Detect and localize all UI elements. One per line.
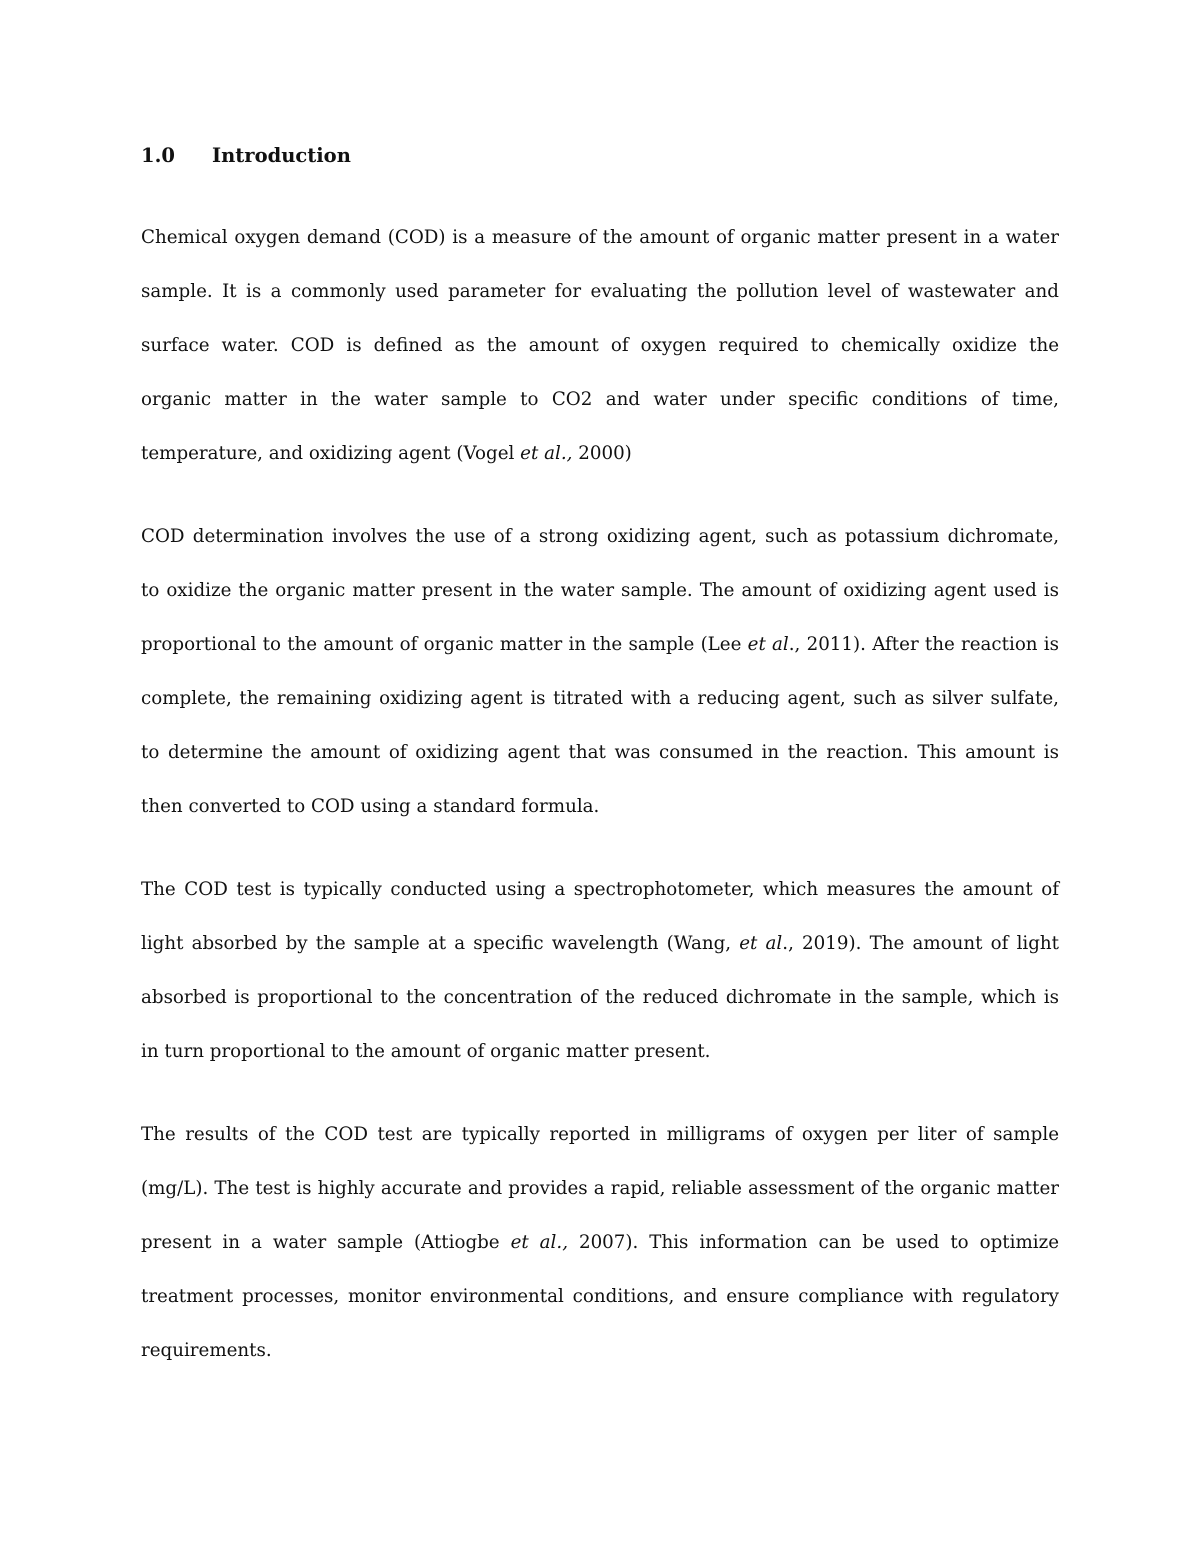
text-line: requirements.: [141, 1340, 272, 1361]
text-line: Chemical oxygen demand (COD) is a measure of the amount of organic matter present in a water: [141, 227, 1059, 248]
citation-et-al: et al: [747, 634, 789, 655]
text-line: treatment processes, monitor environmental conditions, and ensure compliance with regulatory: [141, 1286, 1059, 1307]
section-heading: [141, 128, 1059, 184]
citation-et-al: et al: [739, 933, 783, 954]
text-line: to determine the amount of oxidizing agent that was consumed in the reaction. This amount is: [141, 742, 1059, 763]
text-segment: ., 2019). The amount of light: [782, 933, 1060, 954]
section-title: Introduction: [212, 144, 351, 167]
text-line: complete, the remaining oxidizing agent is titrated with a reducing agent, such as silver sulfate,: [141, 688, 1059, 709]
text-line: absorbed is proportional to the concentration of the reduced dichromate in the sample, which is: [141, 987, 1059, 1008]
paragraph: [141, 863, 1059, 1079]
text-line: surface water. COD is defined as the amount of oxygen required to chemically oxidize the: [141, 335, 1059, 356]
text-line: The results of the COD test are typically reported in milligrams of oxygen per liter of sample: [141, 1124, 1059, 1145]
section-number: 1.0: [141, 144, 175, 167]
text-segment: proportional to the amount of organic matter in the sample (Lee: [141, 634, 748, 655]
paragraph: [141, 1108, 1059, 1378]
document-page: [141, 128, 1059, 1407]
text-line: COD determination involves the use of a strong oxidizing agent, such as potassium dichromate,: [141, 526, 1059, 547]
text-segment: temperature, and oxidizing agent (Vogel: [141, 443, 521, 464]
text-segment: ., 2011). After the reaction is: [788, 634, 1060, 655]
text-line: [141, 427, 1059, 481]
text-segment: light absorbed by the sample at a specific wavelength (Wang,: [141, 933, 740, 954]
text-line: (mg/L). The test is highly accurate and provides a rapid, reliable assessment of the organic matter: [141, 1178, 1059, 1199]
text-line: then converted to COD using a standard formula.: [141, 796, 600, 817]
text-segment: 2007). This information can be used to optimize: [568, 1232, 1060, 1253]
text-line: organic matter in the water sample to CO2 and water under specific conditions of time,: [141, 389, 1059, 410]
text-line: [141, 917, 1059, 971]
paragraph: [141, 211, 1059, 481]
text-segment: present in a water sample (Attiogbe: [141, 1232, 511, 1253]
text-line: to oxidize the organic matter present in the water sample. The amount of oxidizing agent used is: [141, 580, 1059, 601]
text-line: [141, 1216, 1059, 1270]
paragraph: [141, 510, 1059, 834]
text-line: The COD test is typically conducted using a spectrophotometer, which measures the amount of: [141, 879, 1059, 900]
text-line: [141, 618, 1059, 672]
text-line: sample. It is a commonly used parameter for evaluating the pollution level of wastewater and: [141, 281, 1059, 302]
citation-et-al: et al.,: [520, 443, 573, 464]
text-segment: 2000): [572, 443, 632, 464]
text-line: in turn proportional to the amount of organic matter present.: [141, 1041, 711, 1062]
body-text: [141, 211, 1059, 1378]
citation-et-al: et al.,: [510, 1232, 568, 1253]
